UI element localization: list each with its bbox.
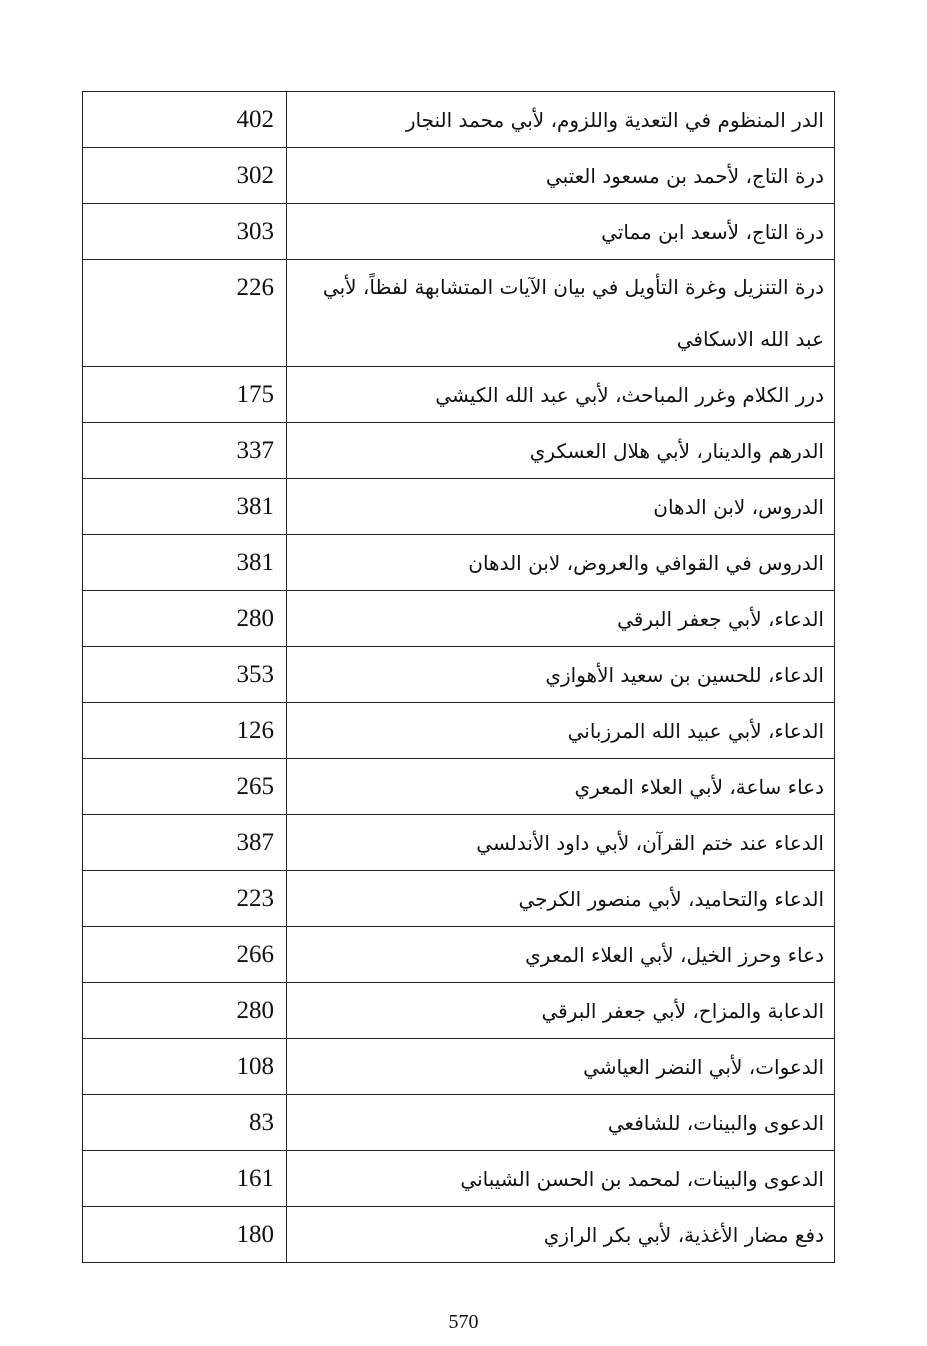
row-page-number: 126 <box>83 703 287 759</box>
row-page-number: 381 <box>83 479 287 535</box>
row-page-number: 226 <box>83 260 287 367</box>
row-page-number: 381 <box>83 535 287 591</box>
table-row <box>83 92 835 148</box>
row-title: درة التاج، لأحمد بن مسعود العتبي <box>287 148 835 204</box>
table-row <box>83 260 835 367</box>
table-row <box>83 423 835 479</box>
table-row <box>83 1039 835 1095</box>
row-page-number: 161 <box>83 1151 287 1207</box>
index-table <box>82 91 835 1263</box>
page-number: 570 <box>448 1311 479 1333</box>
table-row <box>83 871 835 927</box>
table-row <box>83 1207 835 1263</box>
row-page-number: 175 <box>83 367 287 423</box>
row-page-number: 402 <box>83 92 287 148</box>
row-title: الدرهم والدينار، لأبي هلال العسكري <box>287 423 835 479</box>
index-table-body <box>83 92 835 1263</box>
row-title: الدعاء والتحاميد، لأبي منصور الكرجي <box>287 871 835 927</box>
row-page-number: 302 <box>83 148 287 204</box>
row-title: الدعاء، لأبي عبيد الله المرزباني <box>287 703 835 759</box>
row-title: الدعاء عند ختم القرآن، لأبي داود الأندلسي <box>287 815 835 871</box>
table-row <box>83 367 835 423</box>
table-row <box>83 204 835 260</box>
table-row <box>83 927 835 983</box>
row-title: درة التاج، لأسعد ابن مماتي <box>287 204 835 260</box>
row-title: درر الكلام وغرر المباحث، لأبي عبد الله الكيشي <box>287 367 835 423</box>
table-row <box>83 148 835 204</box>
row-title: الدعابة والمزاح، لأبي جعفر البرقي <box>287 983 835 1039</box>
row-title: دفع مضار الأغذية، لأبي بكر الرازي <box>287 1207 835 1263</box>
row-title: الدعاء، للحسين بن سعيد الأهوازي <box>287 647 835 703</box>
table-row <box>83 703 835 759</box>
row-page-number: 303 <box>83 204 287 260</box>
row-page-number: 337 <box>83 423 287 479</box>
row-page-number: 266 <box>83 927 287 983</box>
table-row <box>83 983 835 1039</box>
table-row <box>83 479 835 535</box>
row-title: الدر المنظوم في التعدية واللزوم، لأبي محمد النجار <box>287 92 835 148</box>
row-page-number: 280 <box>83 591 287 647</box>
row-title: الدعوى والبينات، لمحمد بن الحسن الشيباني <box>287 1151 835 1207</box>
row-page-number: 180 <box>83 1207 287 1263</box>
table-row <box>83 535 835 591</box>
table-row <box>83 815 835 871</box>
row-page-number: 387 <box>83 815 287 871</box>
row-title: الدعاء، لأبي جعفر البرقي <box>287 591 835 647</box>
table-row <box>83 1151 835 1207</box>
row-page-number: 265 <box>83 759 287 815</box>
row-title: الدعوى والبينات، للشافعي <box>287 1095 835 1151</box>
row-title: دعاء وحرز الخيل، لأبي العلاء المعري <box>287 927 835 983</box>
table-row <box>83 759 835 815</box>
row-page-number: 223 <box>83 871 287 927</box>
table-row <box>83 1095 835 1151</box>
table-row <box>83 647 835 703</box>
row-page-number: 280 <box>83 983 287 1039</box>
row-page-number: 83 <box>83 1095 287 1151</box>
row-page-number: 108 <box>83 1039 287 1095</box>
row-title: الدعوات، لأبي النضر العياشي <box>287 1039 835 1095</box>
row-title: درة التنزيل وغرة التأويل في بيان الآيات المتشابهة لفظاً، لأبي عبد الله الاسكافي <box>287 260 835 367</box>
row-title: دعاء ساعة، لأبي العلاء المعري <box>287 759 835 815</box>
row-title: الدروس في القوافي والعروض، لابن الدهان <box>287 535 835 591</box>
row-page-number: 353 <box>83 647 287 703</box>
row-title: الدروس، لابن الدهان <box>287 479 835 535</box>
table-row <box>83 591 835 647</box>
